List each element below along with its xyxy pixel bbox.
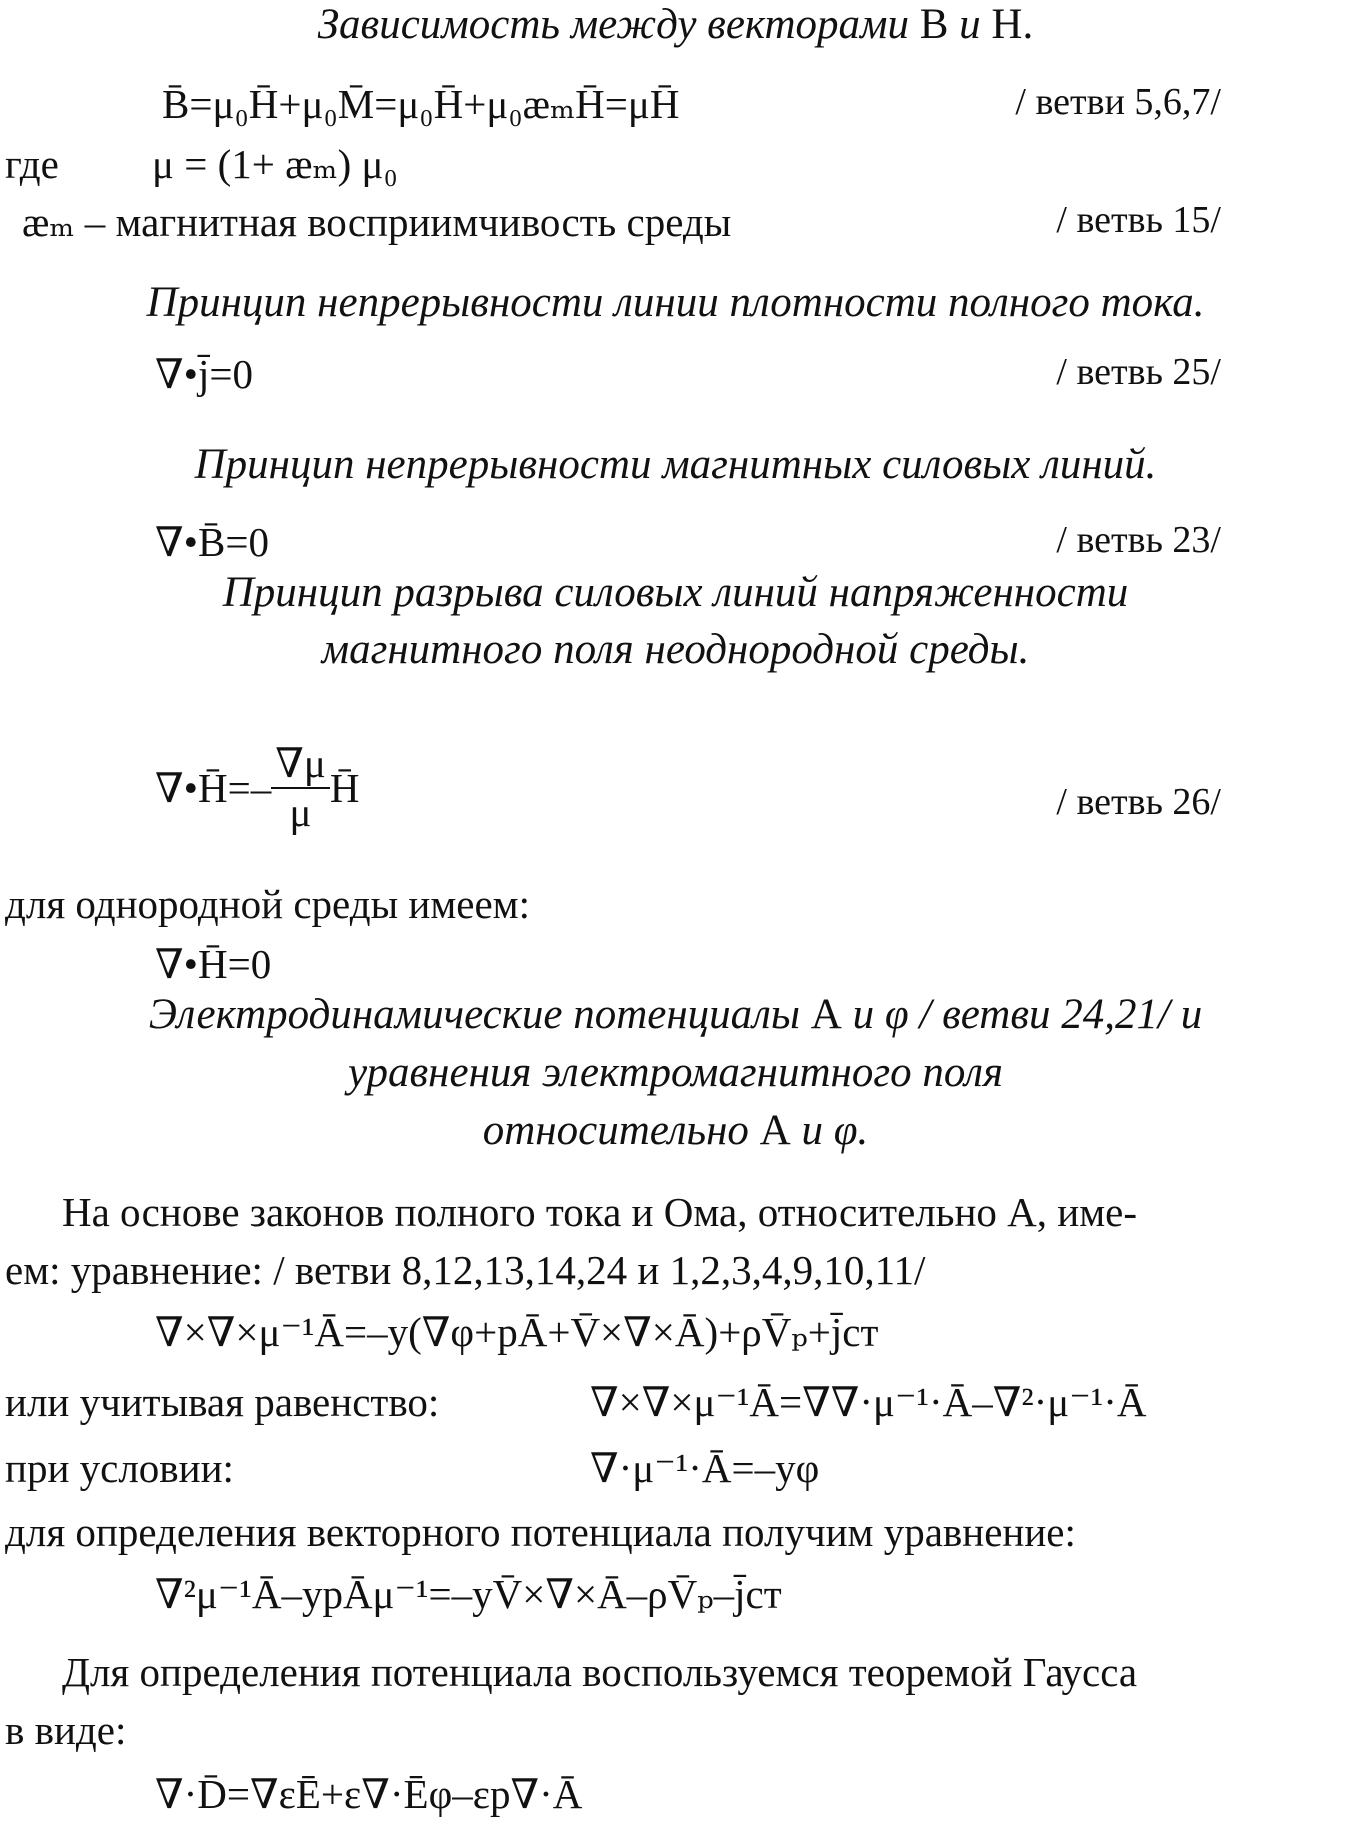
equation-tag-23: / ветвь 23/ — [1056, 519, 1221, 561]
heading-b-h-text: Зависимость между векторами — [317, 1, 909, 48]
heading-potentials-phi: и φ / ветви 24,21/ и — [852, 991, 1203, 1038]
equation-vector-potential: ∇²μ⁻¹Ā–ypĀμ⁻¹=–yV̄×∇×Ā–ρV̄ₚ–j̄ст — [155, 1571, 782, 1617]
heading-potentials-a: А — [810, 991, 842, 1038]
heading-current-continuity: Принцип непрерывности линии плотности полного тока. — [146, 279, 1205, 326]
heading-potentials-line3 — [0, 1106, 1351, 1155]
gauss-text-line1: Для определения потенциала воспользуемся теоремой Гаусса — [62, 1649, 1138, 1695]
heading-h-discontinuity-line1: Принцип разрыва силовых линий напряженности — [222, 569, 1129, 616]
heading-potentials-text: Электродинамические потенциалы — [148, 991, 801, 1038]
fraction-grad-mu-over-mu — [271, 740, 330, 836]
heading-b-h-b: В — [919, 1, 949, 48]
vector-potential-text: для определения векторного потенциала получим уравнение: — [5, 1509, 1076, 1555]
fraction-numerator: ∇μ — [271, 740, 330, 789]
heading-potentials-line2: уравнения электромагнитного поля — [347, 1049, 1004, 1096]
equation-b-mu-h: B̄=μ₀H̄+μ₀M̄=μ₀H̄+μ₀æₘH̄=μH̄ — [162, 81, 680, 127]
equation-curl-identity: ∇×∇×μ⁻¹Ā=∇∇·μ⁻¹·Ā–∇²·μ⁻¹·Ā — [590, 1379, 1147, 1425]
heading-potentials-phi2: и φ. — [801, 1107, 869, 1154]
equation-tag-26: / ветвь 26/ — [1056, 781, 1221, 823]
where-label: где — [5, 141, 59, 187]
equation-div-j: ∇•j̄=0 — [155, 351, 253, 397]
identity-label: или учитывая равенство: — [5, 1379, 440, 1425]
paragraph-full-current-line2: ем: уравнение: / ветви 8,12,13,14,24 и 1,2,3,4,9,10,11/ — [5, 1247, 926, 1293]
equation-tag-25: / ветвь 25/ — [1056, 351, 1221, 393]
condition-label: при условии: — [5, 1445, 234, 1491]
equation-div-h-lhs: ∇•H̄=– — [155, 765, 272, 812]
heading-potentials-line1 — [0, 990, 1351, 1039]
susceptibility-definition: æₘ – магнитная восприимчивость среды — [22, 199, 732, 245]
equation-curl-curl-a: ∇×∇×μ⁻¹Ā=–y(∇φ+pĀ+V̄×∇×Ā)+ρV̄ₚ+j̄ст — [155, 1309, 879, 1355]
equation-tag-15: / ветвь 15/ — [1056, 199, 1221, 241]
equation-div-h — [155, 740, 359, 836]
heading-potentials-a2: А — [759, 1107, 791, 1154]
homogeneous-medium-text: для однородной среды имеем: — [5, 881, 530, 927]
heading-h-discontinuity-line2: магнитного поля неоднородной среды. — [321, 626, 1030, 673]
gauss-text-line2: в виде: — [5, 1707, 127, 1753]
heading-magnetic-continuity: Принцип непрерывности магнитных силовых линий. — [194, 441, 1157, 488]
equation-gauss: ∇·D̄=∇εĒ+ε∇·Ēφ–εp∇·Ā — [155, 1771, 583, 1817]
heading-b-h — [0, 0, 1351, 49]
equation-mu-definition: μ = (1+ æₘ) μ₀ — [152, 141, 398, 187]
heading-b-h-and: и — [959, 1, 981, 48]
paragraph-full-current-line1: На основе законов полного тока и Ома, относительно А, име- — [62, 1189, 1137, 1235]
equation-tag-5-6-7: / ветви 5,6,7/ — [1015, 81, 1221, 123]
equation-gauge-condition: ∇·μ⁻¹·Ā=–yφ — [590, 1445, 820, 1491]
equation-div-b: ∇•B̄=0 — [155, 519, 269, 565]
fraction-denominator: μ — [289, 789, 312, 836]
equation-div-h-rhs: H̄ — [329, 765, 360, 812]
heading-b-h-h: Н. — [991, 1, 1034, 48]
equation-div-h-zero: ∇•H̄=0 — [155, 941, 272, 987]
heading-potentials-relative: относительно — [482, 1107, 749, 1154]
